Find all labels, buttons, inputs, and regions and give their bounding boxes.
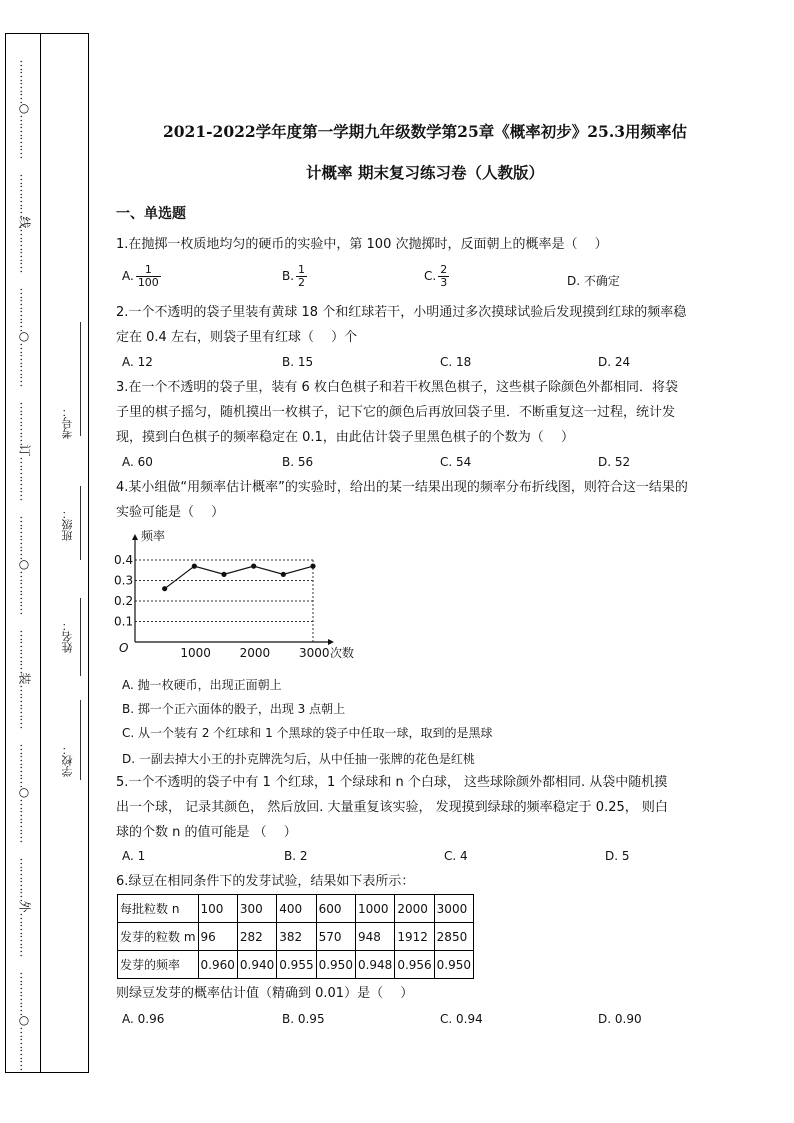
table-cell: 100 — [198, 895, 237, 923]
chart-y-axis-label: 频率 — [141, 529, 166, 543]
binding-dots: … — [17, 640, 32, 653]
binding-dots: … — [17, 934, 32, 947]
table-cell: 0.940 — [237, 951, 276, 979]
chart-x-axis-label: 次数 — [330, 646, 355, 660]
field-name: 姓名： — [61, 620, 74, 653]
table-cell: 0.956 — [395, 951, 434, 979]
q4-option-d: D. 一副去掉大小王的扑克牌洗匀后，从中任抽一张牌的花色是红桃 — [122, 752, 475, 766]
binding-dots: … — [17, 1059, 32, 1072]
question-6-line-1: 6.绿豆在相同条件下的发芽试验，结果如下表所示： — [116, 874, 415, 889]
field-class-line — [80, 486, 81, 560]
table-cell: 0.955 — [277, 951, 316, 979]
q1-option-b-fraction — [296, 264, 307, 289]
binding-char: 线 — [17, 216, 32, 229]
question-2-line-2: 定在 0.4 左右，则袋子里有红球（ ）个 — [116, 330, 358, 345]
binding-dots: … — [17, 70, 32, 83]
q1-b-denominator: 2 — [298, 276, 306, 289]
question-6-line-2: 则绿豆发芽的概率估计值（精确到 0.01）是（ ） — [116, 986, 414, 1001]
binding-dots: … — [17, 184, 32, 197]
table-cell: 0.950 — [434, 951, 473, 979]
binding-dots: … — [17, 537, 32, 550]
table-cell: 282 — [237, 923, 276, 951]
binding-char: 订 — [17, 444, 32, 457]
table-row-header: 发芽的粒数 m — [118, 923, 199, 951]
binding-dots: … — [17, 603, 32, 616]
binding-dots: … — [17, 412, 32, 425]
binding-dots: … — [17, 320, 32, 333]
table-cell: 600 — [316, 895, 355, 923]
table-row-header: 每批粒数 n — [118, 895, 199, 923]
table-row — [118, 923, 474, 951]
binding-dots: … — [17, 743, 32, 756]
q3-option-a: A. 60 — [122, 455, 153, 469]
binding-dots: … — [17, 706, 32, 719]
chart-y-tick-label: 0.2 — [114, 594, 134, 608]
table-cell: 0.950 — [316, 951, 355, 979]
binding-dots: … — [17, 375, 32, 388]
binding-char: 装 — [17, 672, 32, 685]
table-cell: 2000 — [395, 895, 434, 923]
binding-dots: … — [17, 868, 32, 881]
binding-dots: … — [17, 890, 32, 903]
binding-dots: … — [17, 1037, 32, 1050]
table-cell: 1912 — [395, 923, 434, 951]
table-cell: 3000 — [434, 895, 473, 923]
table-cell: 1000 — [355, 895, 394, 923]
chart-data-point — [310, 564, 315, 569]
binding-char: ○ — [18, 557, 30, 571]
q4-option-b: B. 掷一个正六面体的骰子，出现 3 点朝上 — [122, 702, 346, 716]
question-5-line-3: 球的个数 n 的值可能是 （ ） — [116, 825, 297, 840]
table-cell: 300 — [237, 895, 276, 923]
binding-strip-divider — [40, 33, 41, 1073]
binding-dots: … — [17, 467, 32, 480]
binding-dots: … — [17, 1026, 32, 1039]
page-title-line-2: 计概率 期末复习练习卷（人教版） — [306, 163, 544, 182]
binding-dots: … — [17, 261, 32, 274]
binding-dots: … — [17, 651, 32, 664]
question-3-line-3: 现，摸到白色棋子的频率稳定在 0.1，由此估计袋子里黑色棋子的个数为（ ） — [116, 430, 574, 445]
binding-dots: … — [17, 125, 32, 138]
q1-c-denominator: 3 — [440, 276, 448, 289]
binding-dots: … — [17, 1048, 32, 1061]
table-cell: 382 — [277, 923, 316, 951]
chart-y-tick-label: 0.3 — [114, 573, 134, 588]
binding-dots: … — [17, 831, 32, 844]
q6-option-d: D. 0.90 — [598, 1012, 642, 1026]
chart-series-line — [165, 566, 313, 589]
chart-origin-label: O — [119, 641, 129, 655]
chart-x-tick-label: 1000 — [180, 646, 211, 660]
chart-y-arrow — [132, 534, 138, 540]
q5-option-d: D. 5 — [605, 849, 630, 863]
binding-dots: … — [17, 754, 32, 767]
binding-dots: … — [17, 662, 32, 675]
table-cell: 2850 — [434, 923, 473, 951]
binding-dots: … — [17, 776, 32, 789]
q1-option-b-label: B. — [282, 269, 295, 283]
q6-option-b: B. 0.95 — [282, 1012, 325, 1026]
chart-x-tick-label: 3000 — [299, 646, 330, 660]
question-1-text: 1.在抛掷一枚质地均匀的硬币的实验中，第 100 次抛掷时，反面朝上的概率是（ ） — [116, 237, 608, 252]
binding-dots: … — [17, 114, 32, 127]
q3-option-d: D. 52 — [598, 455, 631, 469]
q5-option-a: A. 1 — [122, 849, 146, 863]
q4-option-c: C. 从一个装有 2 个红球和 1 个黑球的袋子中任取一球，取到的是黑球 — [122, 726, 493, 740]
binding-dots: … — [17, 489, 32, 502]
binding-dots: … — [17, 434, 32, 447]
q1-option-d: D. 不确定 — [567, 274, 620, 288]
table-cell: 400 — [277, 895, 316, 923]
binding-dots: … — [17, 684, 32, 697]
binding-dots: … — [17, 923, 32, 936]
binding-dots: … — [17, 195, 32, 208]
binding-char: ○ — [18, 1013, 30, 1027]
chart-data-point — [281, 572, 286, 577]
binding-dots: … — [17, 548, 32, 561]
binding-dots: … — [17, 695, 32, 708]
binding-dots: … — [17, 820, 32, 833]
binding-dots: … — [17, 401, 32, 414]
q1-option-b — [282, 264, 307, 289]
q1-option-c-fraction — [438, 264, 449, 289]
q3-option-b: B. 56 — [282, 455, 314, 469]
binding-dots: … — [17, 342, 32, 355]
table-cell: 948 — [355, 923, 394, 951]
q1-option-c — [424, 264, 449, 289]
binding-dots: … — [17, 364, 32, 377]
binding-dots: … — [17, 570, 32, 583]
question-4-line-2: 实验可能是（ ） — [116, 505, 225, 520]
question-2-line-1: 2.一个不透明的袋子里装有黄球 18 个和红球若干，小明通过多次摸球试验后发现摸到红球的频率稳 — [116, 305, 687, 320]
chart-series — [162, 564, 316, 592]
q1-c-numerator: 2 — [440, 263, 448, 276]
binding-dots: … — [17, 1004, 32, 1017]
chart-x-tick-label: 2000 — [239, 646, 271, 660]
q4-option-a: A. 抛一枚硬币，出现正面朝上 — [122, 678, 282, 692]
binding-dots: … — [17, 515, 32, 528]
q2-option-a: A. 12 — [122, 355, 153, 369]
q1-option-c-label: C. — [424, 269, 437, 283]
binding-dots: … — [17, 629, 32, 642]
binding-dots: … — [17, 581, 32, 594]
binding-dots: … — [17, 81, 32, 94]
question-5-line-1: 5.一个不透明的袋子中有 1 个红球，1 个绿球和 n 个白球， 这些球除颜外都相同. 从袋中随机摸 — [116, 775, 668, 790]
binding-dots: … — [17, 982, 32, 995]
q5-option-c: C. 4 — [444, 849, 468, 863]
chart-data-point — [251, 564, 256, 569]
binding-dots: … — [17, 59, 32, 72]
binding-dots: … — [17, 765, 32, 778]
field-exam-number-line — [80, 322, 81, 436]
table-cell: 96 — [198, 923, 237, 951]
binding-dots: … — [17, 423, 32, 436]
field-school: 学校： — [61, 744, 74, 777]
binding-dots: … — [17, 173, 32, 186]
binding-dots: … — [17, 287, 32, 300]
question-3-line-2: 子里的棋子摇匀，随机摸出一枚棋子，记下它的颜色后再放回袋子里．不断重复这一过程，统计发 — [116, 405, 676, 420]
q2-option-c: C. 18 — [440, 355, 472, 369]
binding-dots: … — [17, 309, 32, 322]
q2-option-d: D. 24 — [598, 355, 631, 369]
chart-y-tick-label: 0.4 — [114, 553, 134, 567]
q1-option-a-label: A. — [122, 269, 134, 283]
germination-table — [117, 894, 474, 979]
question-4-line-1: 4.某小组做“用频率估计概率”的实验时，给出的某一结果出现的频率分布折线图，则符合这一结果的 — [116, 480, 688, 495]
q1-a-denominator: 100 — [137, 276, 159, 289]
field-name-line — [80, 598, 81, 676]
field-exam-number: 考号： — [61, 406, 74, 439]
q1-a-numerator: 1 — [136, 264, 161, 277]
binding-dots: … — [17, 857, 32, 870]
section-heading: 一、单选题 — [116, 206, 186, 222]
binding-dots: … — [17, 206, 32, 219]
table-row-header: 发芽的频率 — [118, 951, 199, 979]
table-cell: 0.948 — [355, 951, 394, 979]
page-title-line-1: 2021-2022学年度第一学期九年级数学第25章《概率初步》25.3用频率估 — [162, 122, 688, 141]
q1-b-numerator: 1 — [298, 263, 306, 276]
chart-tick-labels — [114, 553, 330, 660]
binding-dots: … — [17, 228, 32, 241]
binding-char: 外 — [17, 900, 32, 913]
germination-table-body — [118, 895, 474, 979]
table-row — [118, 895, 474, 923]
binding-dots: … — [17, 147, 32, 160]
binding-dots: … — [17, 239, 32, 252]
chart-data-point — [192, 564, 197, 569]
chart-y-tick-label: 0.1 — [114, 614, 134, 629]
q2-option-b: B. 15 — [282, 355, 314, 369]
binding-dots: … — [17, 945, 32, 958]
chart-x-arrow — [328, 639, 334, 645]
table-cell: 570 — [316, 923, 355, 951]
table-cell: 0.960 — [198, 951, 237, 979]
binding-dots: … — [17, 809, 32, 822]
q6-option-a: A. 0.96 — [122, 1012, 165, 1026]
question-3-line-1: 3.在一个不透明的袋子里，装有 6 枚白色棋子和若干枚黑色棋子，这些棋子除颜色外都相同．将袋 — [116, 380, 678, 395]
q1-option-a — [122, 264, 161, 289]
binding-dots: … — [17, 879, 32, 892]
binding-dots: … — [17, 592, 32, 605]
chart-data-point — [162, 586, 167, 591]
question-5-line-2: 出一个球， 记录其颜色， 然后放回. 大量重复该实验， 发现摸到绿球的频率稳定于 0.25， 则白 — [116, 800, 668, 815]
q3-option-c: C. 54 — [440, 455, 472, 469]
binding-dots: … — [17, 353, 32, 366]
q1-option-a-fraction — [136, 264, 161, 289]
binding-dots: … — [17, 798, 32, 811]
binding-dots: … — [17, 912, 32, 925]
binding-dots: … — [17, 298, 32, 311]
frequency-line-chart — [110, 528, 355, 664]
binding-dots: … — [17, 526, 32, 539]
chart-data-point — [221, 572, 226, 577]
binding-dots: … — [17, 456, 32, 469]
field-class: 班级： — [61, 508, 74, 541]
binding-char: ○ — [18, 329, 30, 343]
binding-dots: … — [17, 478, 32, 491]
binding-char: ○ — [18, 101, 30, 115]
binding-dots: … — [17, 92, 32, 105]
q5-option-b: B. 2 — [284, 849, 308, 863]
binding-dots: … — [17, 993, 32, 1006]
table-row — [118, 951, 474, 979]
binding-char: ○ — [18, 785, 30, 799]
binding-dots: … — [17, 136, 32, 149]
binding-dots: … — [17, 250, 32, 263]
q6-option-c: C. 0.94 — [440, 1012, 483, 1026]
binding-dots: … — [17, 717, 32, 730]
binding-dots: … — [17, 971, 32, 984]
field-school-line — [80, 700, 81, 780]
